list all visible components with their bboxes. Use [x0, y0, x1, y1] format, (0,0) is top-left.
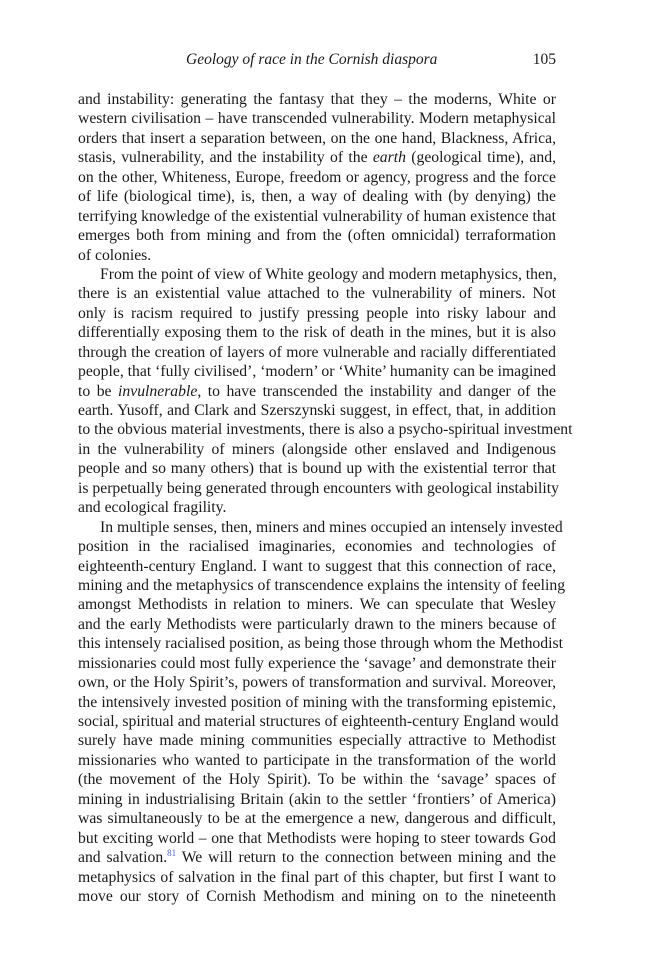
- text-line: is perpetually being generated through encounters with geological instability: [78, 479, 559, 497]
- text-line: social, spiritual and material structures of eighteenth-century England would: [78, 713, 559, 730]
- text-segment: stasis, vulnerability, and the instability of the: [78, 149, 373, 167]
- text-line: [78, 148, 556, 167]
- text-line: orders that insert a separation between, on the one hand, Blackness, Africa,: [78, 129, 556, 147]
- text-line: From the point of view of White geology and modern metaphysics, then,: [100, 265, 557, 283]
- text-line: mining and the metaphysics of transcendence explains the intensity of feeling: [78, 576, 566, 594]
- footnote-ref[interactable]: 81: [167, 848, 177, 859]
- text-line: mining in industrialising Britain (akin to the settler ‘frontiers’ of America): [78, 790, 556, 808]
- text-line: people and so many others) that is bound up with the existential terror that: [78, 460, 556, 478]
- text-line: on the other, Whiteness, Europe, freedom or agency, progress and the force: [78, 168, 556, 186]
- text-segment: to be: [78, 382, 119, 400]
- paragraph: [78, 90, 556, 265]
- text-line: move our story of Cornish Methodism and mining on to the nineteenth: [78, 887, 556, 905]
- text-line: (the movement of the Holy Spirit). To be within the ‘savage’ spaces of: [78, 771, 556, 789]
- text-line: [78, 848, 556, 867]
- paragraph: [78, 518, 566, 907]
- text-line: metaphysics of salvation in the final part of this chapter, but first I want to: [78, 868, 556, 886]
- text-line: missionaries could most fully experience the ‘savage’ and demonstrate their: [78, 654, 556, 672]
- text-line: to the obvious material investments, there is also a psycho-spiritual investment: [78, 421, 573, 439]
- text-line: terrifying knowledge of the existential vulnerability of human existence that: [78, 207, 556, 225]
- text-segment: (geological time), and,: [405, 149, 556, 167]
- text-line: of colonies.: [78, 246, 152, 264]
- text-segment: and salvation.: [78, 849, 168, 867]
- text-line: amongst Methodists in relation to miners. We can speculate that Wesley: [78, 596, 556, 614]
- text-line: and the early Methodists were particularly drawn to the miners because of: [78, 615, 556, 633]
- text-line: of life (biological time), is, then, a way of dealing with (by denying) the: [78, 188, 556, 206]
- text-line: was simultaneously to be at the emergence a new, dangerous and difficult,: [78, 810, 556, 828]
- text-line: differentially exposing them to the risk of death in the mines, but it is also: [78, 324, 556, 342]
- text-line: people, that ‘fully civilised’, ‘modern’ or ‘White’ humanity can be imagined: [78, 363, 556, 381]
- text-line: emerges both from mining and from the (often omnicidal) terraformation: [78, 227, 556, 245]
- page-number: 105: [532, 51, 556, 68]
- text-segment: We will return to the connection between mining and the: [176, 849, 556, 867]
- text-line: surely have made mining communities especially attractive to Methodist: [78, 732, 556, 750]
- text-line: eighteenth-century England. I want to suggest that this connection of race,: [78, 557, 556, 575]
- text-line: In multiple senses, then, miners and mines occupied an intensely invested: [100, 518, 563, 536]
- text-line: earth. Yusoff, and Clark and Szerszynski suggest, in effect, that, in addition: [78, 402, 556, 419]
- text-line: only is racism required to justify pressing people into risky labour and: [78, 304, 556, 322]
- text-line: western civilisation – have transcended vulnerability. Modern metaphysical: [78, 110, 556, 128]
- text-line: own, or the Holy Spirit’s, powers of transformation and survival. Moreover,: [78, 674, 556, 692]
- text-line: and ecological fragility.: [78, 499, 227, 517]
- paragraph: [78, 265, 573, 518]
- text-line: missionaries who wanted to participate in the transformation of the world: [78, 751, 556, 769]
- text-line: there is an existential value attached to the vulnerability of miners. Not: [78, 285, 556, 303]
- text-line: and instability: generating the fantasy that they – the moderns, White or: [78, 91, 556, 108]
- text-line: through the creation of layers of more vulnerable and racially differentiated: [78, 343, 556, 361]
- running-head-title: Geology of race in the Cornish diaspora: [186, 51, 438, 68]
- italic-text: earth: [372, 149, 406, 167]
- text-line: this intensely racialised position, as being those through whom the Methodist: [78, 635, 563, 653]
- text-segment: , to have transcended the instability and danger of the: [197, 382, 556, 400]
- text-line: [78, 382, 556, 401]
- running-head: [78, 50, 556, 70]
- text-line: in the vulnerability of miners (alongside other enslaved and Indigenous: [78, 440, 556, 458]
- text-line: but exciting world – one that Methodists were hoping to steer towards God: [78, 829, 556, 847]
- text-line: position in the racialised imaginaries, economies and technologies of: [78, 538, 556, 556]
- text-line: the intensively invested position of mining with the transforming epistemic,: [78, 693, 556, 711]
- body-text: [78, 90, 573, 906]
- italic-text: invulnerable: [118, 382, 198, 400]
